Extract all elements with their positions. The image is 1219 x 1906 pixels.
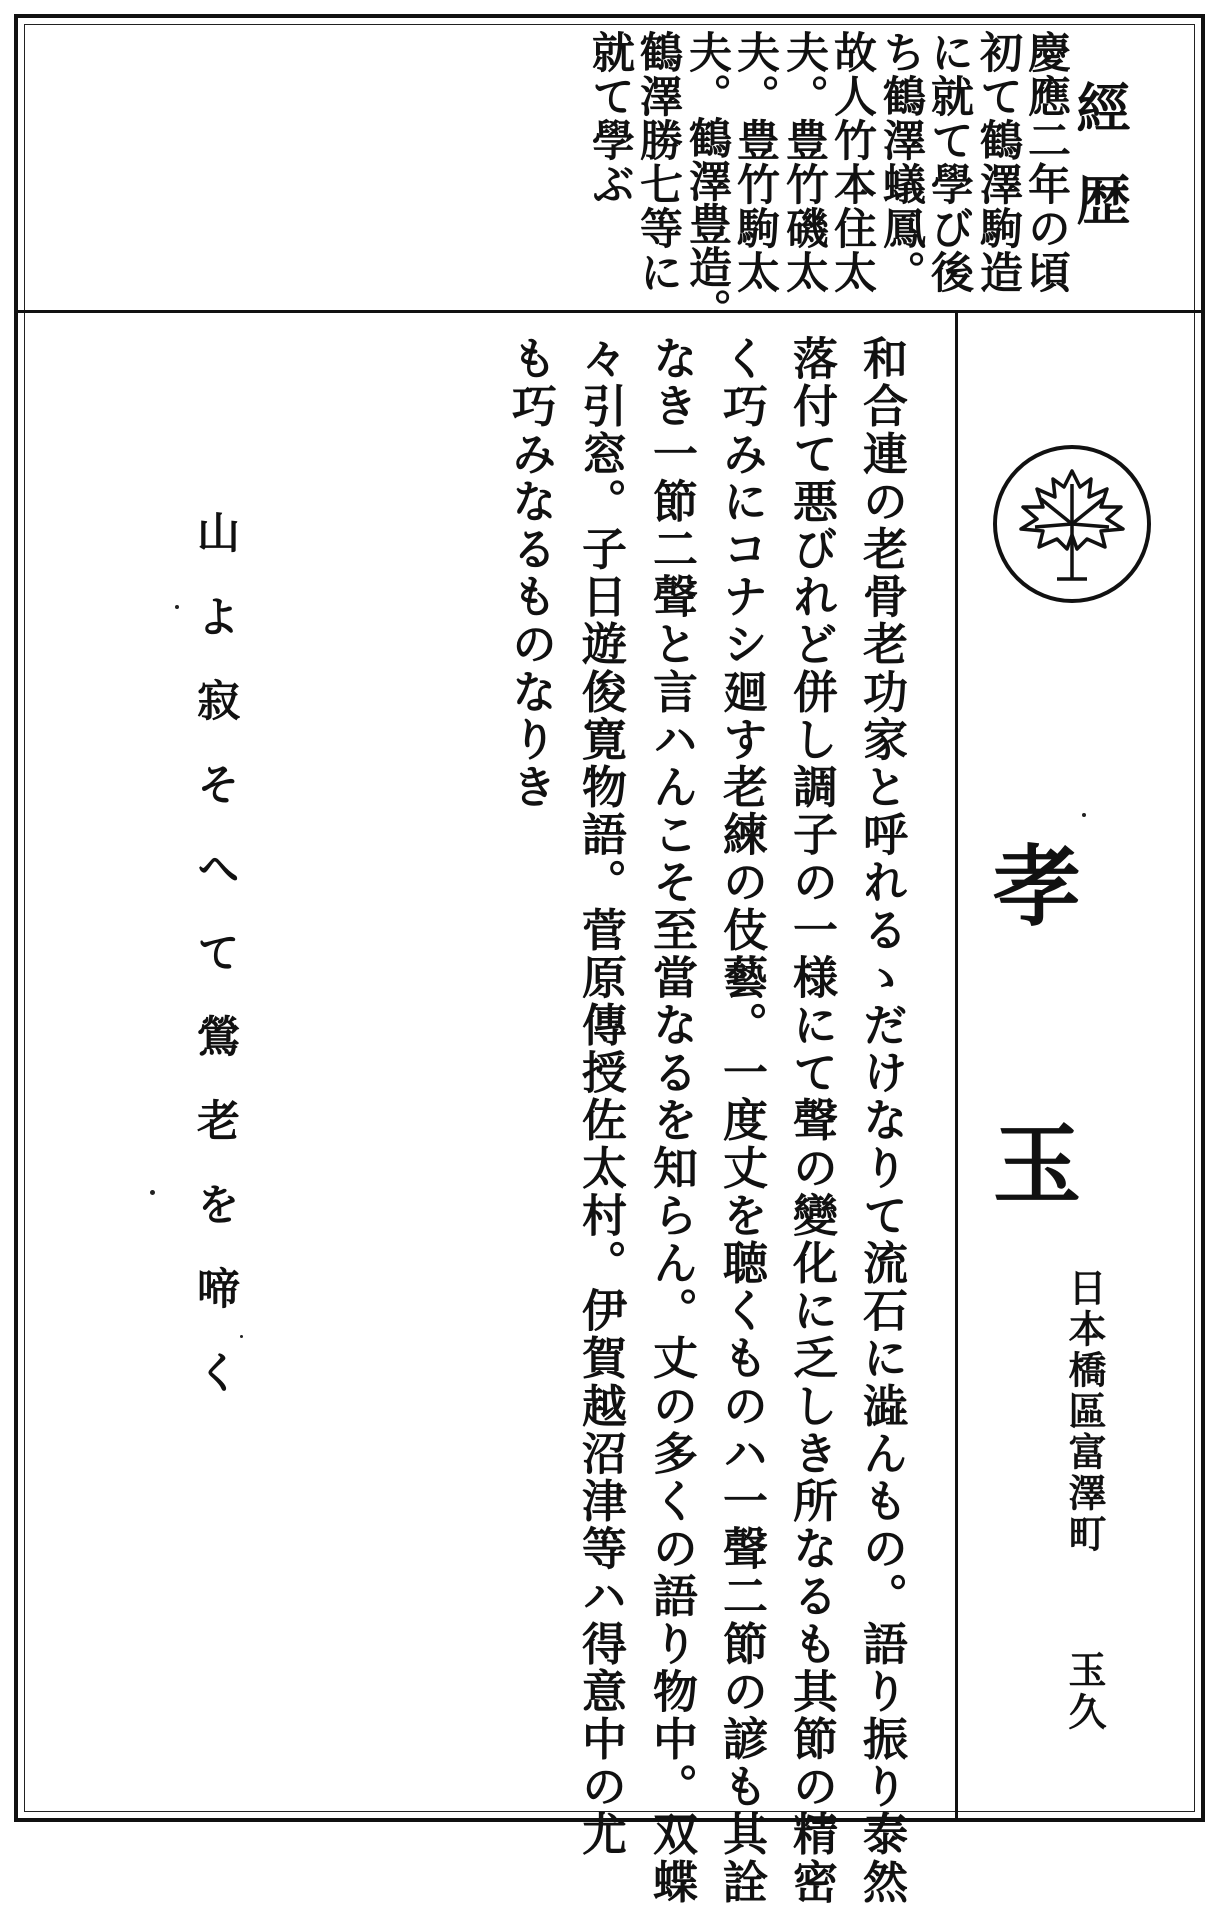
- review-column: なき一節二聲と言ハんこそ至當なるを知らん。丈の多くの語り物中。双蝶: [645, 335, 698, 1906]
- history-line: ち鶴澤蟻鳳。: [876, 30, 926, 294]
- scan-speck: [1082, 813, 1086, 817]
- history-line: 慶應二年の頃: [1021, 30, 1071, 294]
- maple-leaf-crest-icon: [993, 445, 1151, 603]
- review-column: 和合連の老骨老功家と呼れるゝだけなりて流石に澁んもの。語り振り泰然: [855, 335, 908, 1906]
- poem: 山よ寂そへて鶯老を啼く: [190, 510, 240, 1434]
- review-column: 落付て悪びれど併し調子の一様にて聲の變化に乏しき所なるも其節の精密: [785, 335, 838, 1906]
- history-line: 夫。豊竹駒太: [730, 30, 780, 294]
- scan-speck: [240, 1335, 243, 1338]
- scan-speck: [175, 605, 179, 609]
- name-column-divider: [955, 312, 958, 1822]
- history-line: 就て學ぶ: [585, 30, 635, 206]
- artist-handle: 玉久: [1062, 1650, 1106, 1734]
- scan-speck: [150, 1190, 155, 1195]
- history-line: に就て學び後: [924, 30, 974, 294]
- history-line: 初て鶴澤駒造: [973, 30, 1023, 294]
- review-column: も巧みなるものなりき: [504, 335, 557, 811]
- artist-name: 孝玉: [979, 840, 1083, 1396]
- artist-address: 日本橋區富澤町: [1062, 1268, 1106, 1555]
- header-divider: [14, 310, 1205, 313]
- history-line: 夫。豊竹磯太: [779, 30, 829, 294]
- review-column: く巧みにコナシ廻す老練の伎藝。一度丈を聴くものハ一聲二節の諺も其詮: [715, 335, 768, 1906]
- history-line: 夫。鶴澤豊造。: [682, 30, 732, 331]
- history-line: 故人竹本住太: [827, 30, 877, 294]
- history-line: 鶴澤勝七等に: [633, 30, 683, 294]
- history-heading: 經歴: [1068, 80, 1132, 264]
- review-column: 々引窓。子日遊俊寛物語。菅原傳授佐太村。伊賀越沼津等ハ得意中の尤: [574, 335, 627, 1859]
